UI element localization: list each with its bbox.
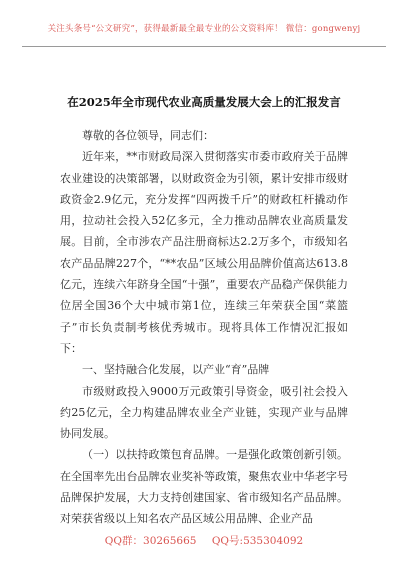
paragraph: 市级财政投入9000万元政策引导资金，吸引社会投入约25亿元，全力构建品牌农业全产业链，实现产业与品牌协同发展。 [60, 384, 348, 441]
footer-contact [0, 533, 408, 548]
paragraph-intro: 近年来，**市财政局深入贯彻落实市委市政府关于品牌农业建设的决策部署，以财政资金为引领，累计安排市级财政资金2.9亿元，充分发挥“四两拨千斤”的财政杠杆撬动作用，拉动社会投入52亿多元，全力推动品牌农业高质量发展。目前，全市涉农产品注册商标达2.2万多个，市级知名农产品品牌227个，“**农品”区域公用品牌价值高达613.8亿元，连续六年跻身全国“十强”，重要农产品稳产保供能力位居全国36个大中城市第1位，连续三年荣获全国“菜篮子”市长负责制考核优秀城市。现将具体工作情况汇报如下： [60, 150, 348, 355]
section-heading: 一、坚持融合化发展，以产业“育”品牌 [82, 363, 270, 377]
footer-qq: QQ号:535304092 [211, 535, 304, 547]
footer-qq-group: QQ群：30265665 [104, 535, 197, 547]
header-divider [22, 46, 386, 47]
document-body [60, 125, 348, 530]
document-title: 在2025年全市现代农业高质量发展大会上的汇报发言 [67, 95, 341, 109]
paragraph: （一）以扶持政策包育品牌。一是强化政策创新引领。在全国率先出台品牌农业奖补等政策，聚焦农业中华老字号品牌保护发展，大力支持创建国家、省市级知名产品品牌。对荣获省级以上知名农产品区域公用品牌、企业产品 [60, 448, 348, 526]
salutation: 尊敬的各位领导，同志们： [82, 129, 214, 142]
header-note: 关注头条号“公文研究”，获得最新最全最专业的公文资料库！ 微信：gongwenyj [47, 24, 361, 34]
